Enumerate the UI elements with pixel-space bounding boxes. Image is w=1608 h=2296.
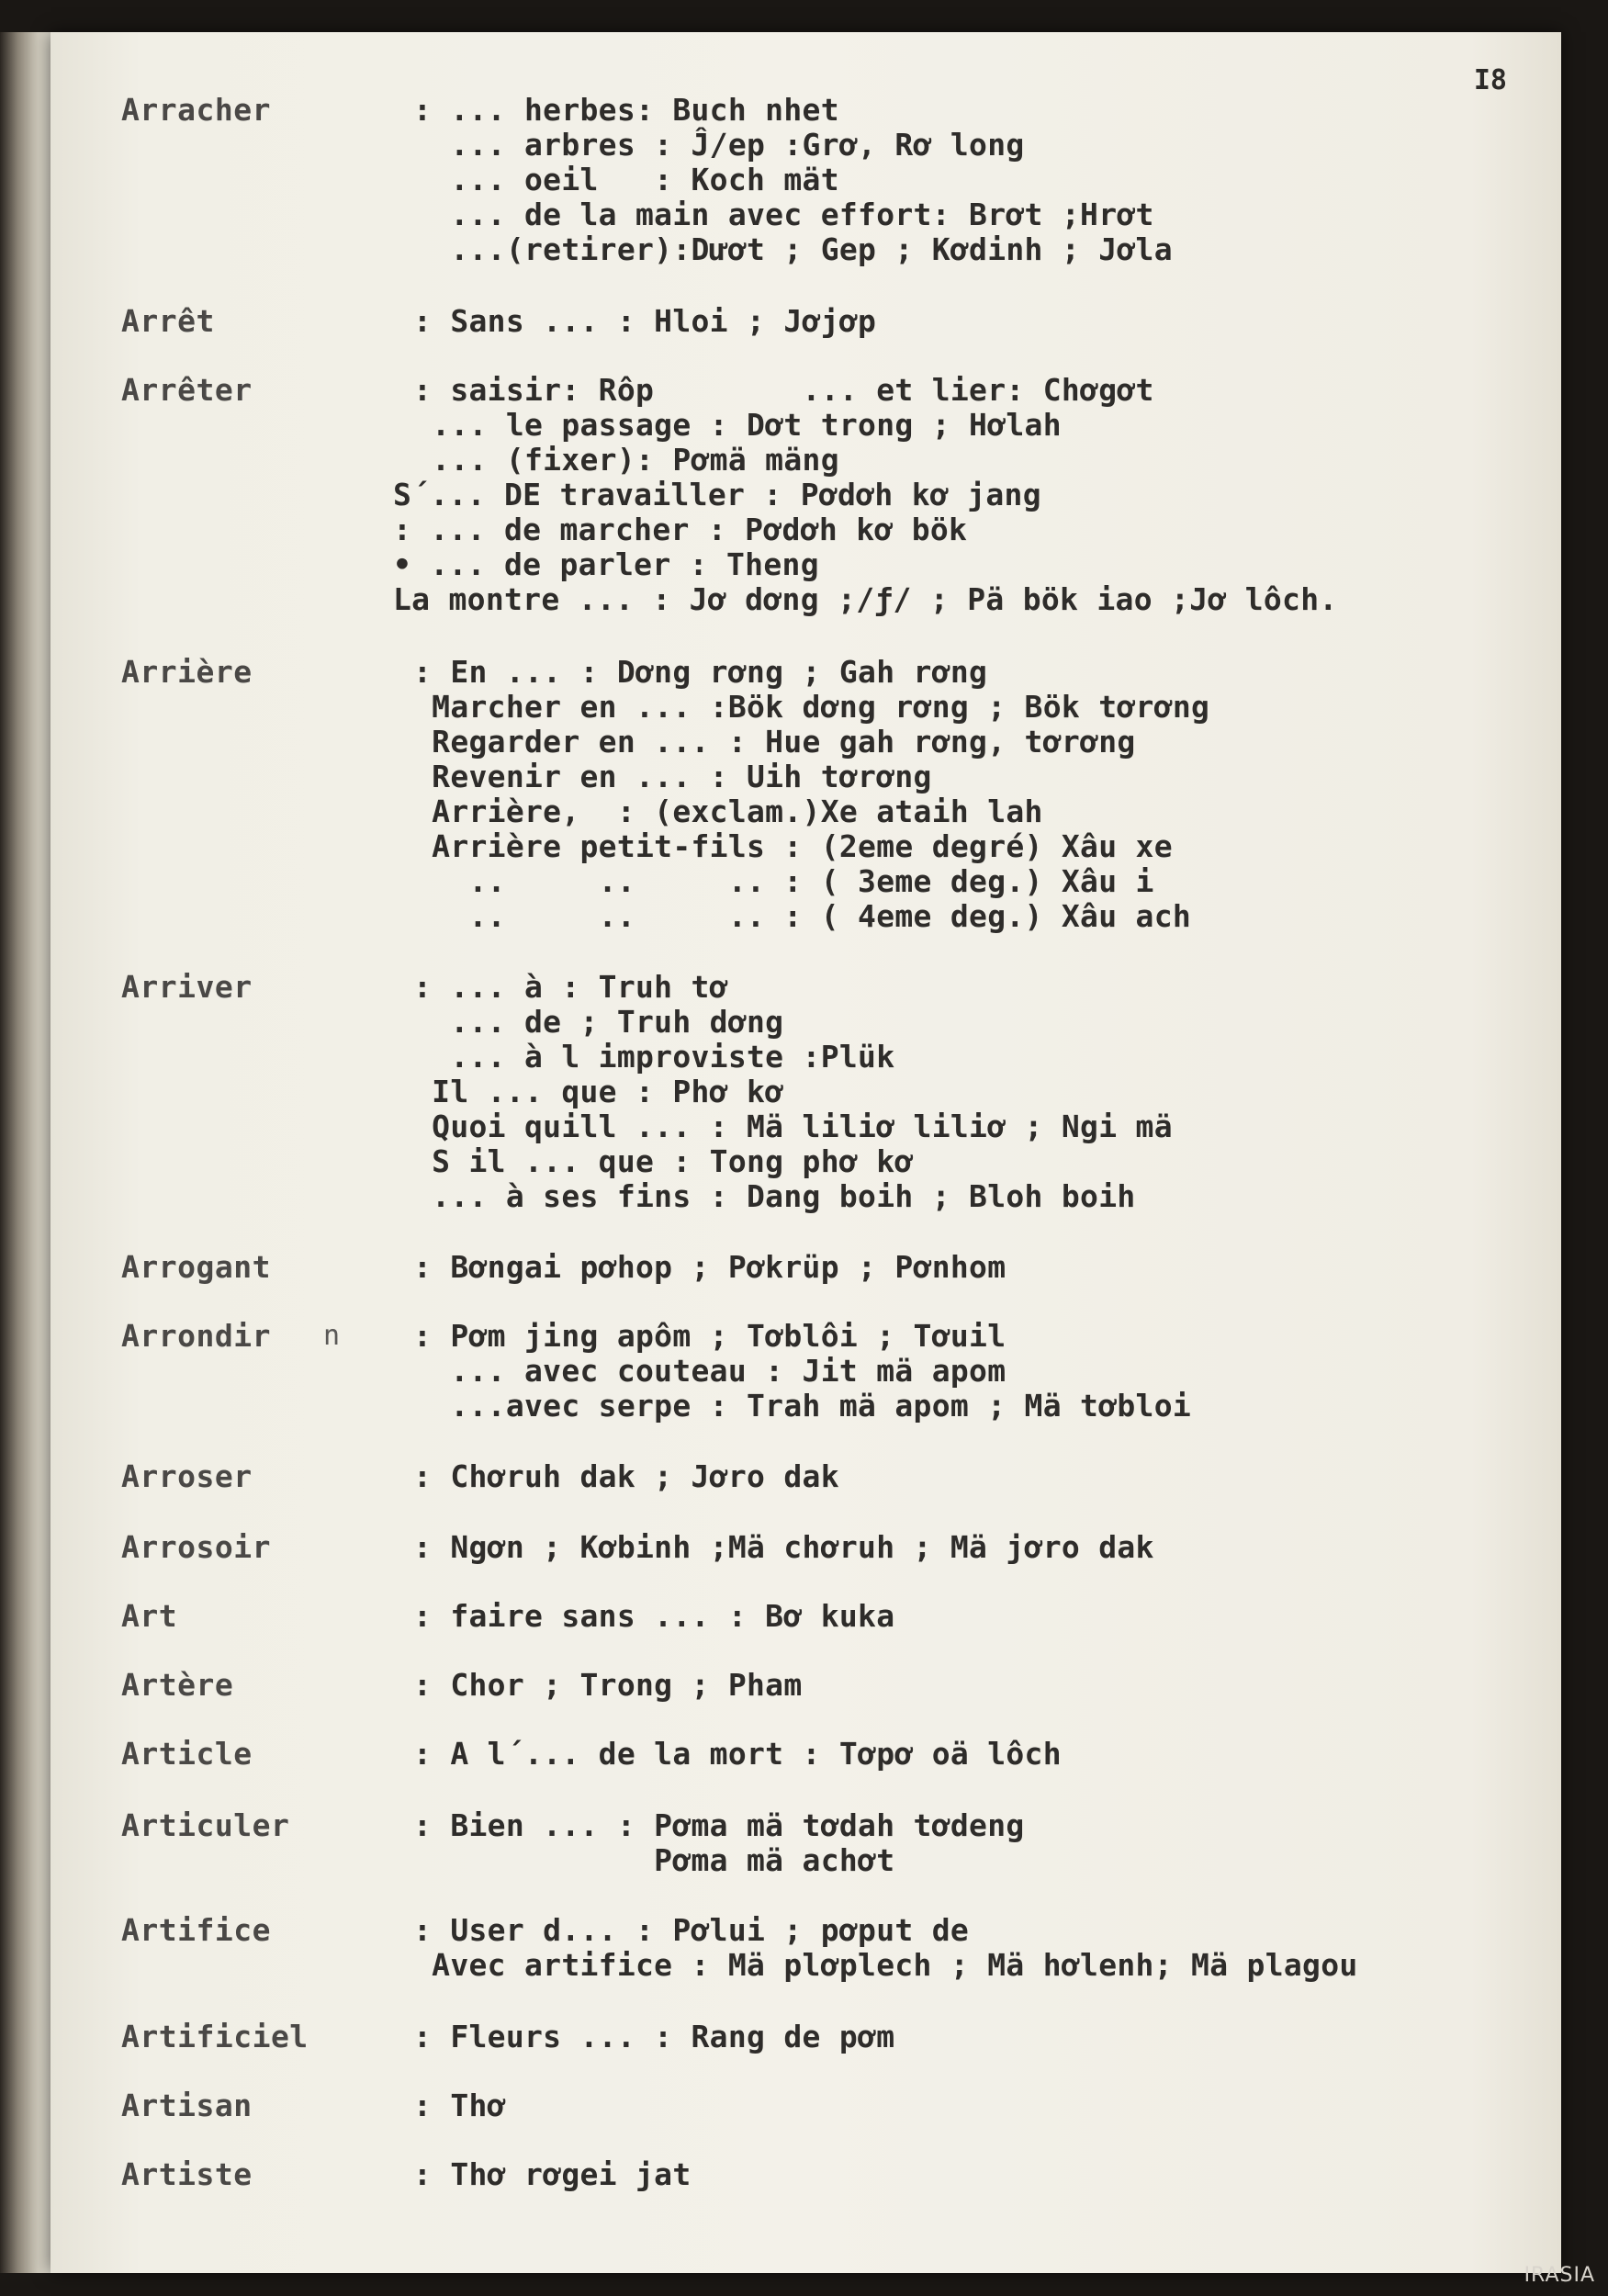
definition-line: ... (fixer): Pơmä mäng [413,442,839,478]
definition-line: ...avec serpe : Trah mä apom ; Mä tơbloi [413,1388,1192,1424]
definition-line: Arrière petit-fils : (2eme degré) Xâu xe [413,828,1173,864]
definition-line: ... le passage : Dơt trong ; Hơlah [413,407,1062,443]
headword-artifice: Artifice [121,1912,271,1948]
definition-line: Quoi quill ... : Mä liliơ liliơ ; Ngi mä [413,1109,1173,1144]
headword-arrosoir: Arrosoir [121,1529,271,1565]
page-number: I8 [1473,64,1507,96]
definition-line: : ... de marcher : Pơdơh kơ bök [393,512,968,547]
headword-arreter: Arrêter [121,372,253,408]
definition-line: ...(retirer):Dươt ; Gep ; Kơdinh ; Jơla [413,231,1173,267]
definition-line: : ... à : Truh tơ [413,969,728,1005]
definition-line: .. .. .. : ( 4eme deg.) Xâu ach [413,898,1192,934]
definition-line: Pơma mä achơt [413,1842,895,1878]
book-binding [0,32,51,2273]
headword-arret: Arrêt [121,303,215,339]
headword-artere: Artère [121,1667,234,1703]
definition-line: : saisir: Rôp ... et lier: Chơgơt [413,372,1154,408]
definition-line: : Fleurs ... : Rang de pơm [413,2019,895,2054]
definition-line: : Chơruh dak ; Jơro dak [413,1458,839,1494]
definition-line: : User d... : Pơlui ; pơput de [413,1912,970,1948]
headword-arriere: Arrière [121,654,253,690]
headword-artificiel: Artificiel [121,2019,309,2054]
headword-arriver: Arriver [121,969,253,1005]
definition-line: : Pơm jing apôm ; Tơblôi ; Tơuil [413,1318,1006,1354]
definition-line: : Chor ; Trong ; Pham [413,1667,803,1703]
headword-arroser: Arroser [121,1458,253,1494]
definition-line: ... à l improviste :Plük [413,1039,895,1075]
margin-mark: n [323,1320,341,1352]
definition-line: : Ngơn ; Kơbinh ;Mä chơruh ; Mä jơro dak [413,1529,1154,1565]
definition-line: .. .. .. : ( 3eme deg.) Xâu i [413,863,1154,899]
definition-line: : Thơ rơgei jat [413,2156,692,2192]
headword-arrondir: Arrondir [121,1318,271,1354]
definition-line: : En ... : Dơng rơng ; Gah rơng [413,654,988,690]
definition-line: : faire sans ... : Bơ kuka [413,1598,895,1634]
definition-line: : Sans ... : Hloi ; Jơjơp [413,303,877,339]
headword-artisan: Artisan [121,2088,253,2123]
definition-line: ... de ; Truh dơng [413,1004,784,1040]
definition-line: : Bơngai pơhop ; Pơkrüp ; Pơnhom [413,1249,1006,1285]
definition-line: ... à ses fins : Dang boih ; Bloh boih [413,1178,1136,1214]
definition-line: ... de la main avec effort: Brơt ;Hrơt [413,197,1154,232]
definition-line: Il ... que : Phơ kơ [413,1074,784,1109]
definition-line: S il ... que : Tong phơ kơ [413,1143,914,1179]
definition-line: S´... DE travailler : Pơdơh kơ jang [393,477,1041,512]
definition-line: Regarder en ... : Hue gah rơng, tơrơng [413,724,1136,760]
headword-articuler: Articuler [121,1807,290,1843]
definition-line: : Bien ... : Pơma mä tơdah tơdeng [413,1807,1025,1843]
definition-line: Revenir en ... : Uih tơrơng [413,759,932,794]
headword-arracher: Arracher [121,92,271,128]
definition-line: : Thơ [413,2088,506,2123]
watermark-label: IRASIA [1524,2264,1595,2287]
definition-line: : A l´... de la mort : Tơpơ oä lôch [413,1736,1062,1772]
definition-line: Avec artifice : Mä plơplech ; Mä hơlenh; Mä plagou [413,1947,1358,1983]
definition-line: : ... herbes: Buch nhet [413,92,839,128]
definition-line: ... oeil : Koch mät [413,162,839,197]
definition-line: La montre ... : Jơ dơng ;/ƒ/ ; Pä bök iao ;Jơ lôch. [393,581,1338,617]
definition-line: • ... de parler : Theng [393,546,819,582]
headword-artiste: Artiste [121,2156,253,2192]
definition-line: ... arbres : Ĵ/ep :Grơ, Rơ long [413,127,1025,163]
definition-line: ... avec couteau : Jit mä apom [413,1353,1006,1389]
definition-line: Marcher en ... :Bök dơng rơng ; Bök tơrơng [413,689,1210,725]
definition-line: Arrière, : (exclam.)Xe ataih lah [413,793,1043,829]
headword-art: Art [121,1598,178,1634]
headword-arrogant: Arrogant [121,1249,271,1285]
headword-article: Article [121,1736,253,1772]
